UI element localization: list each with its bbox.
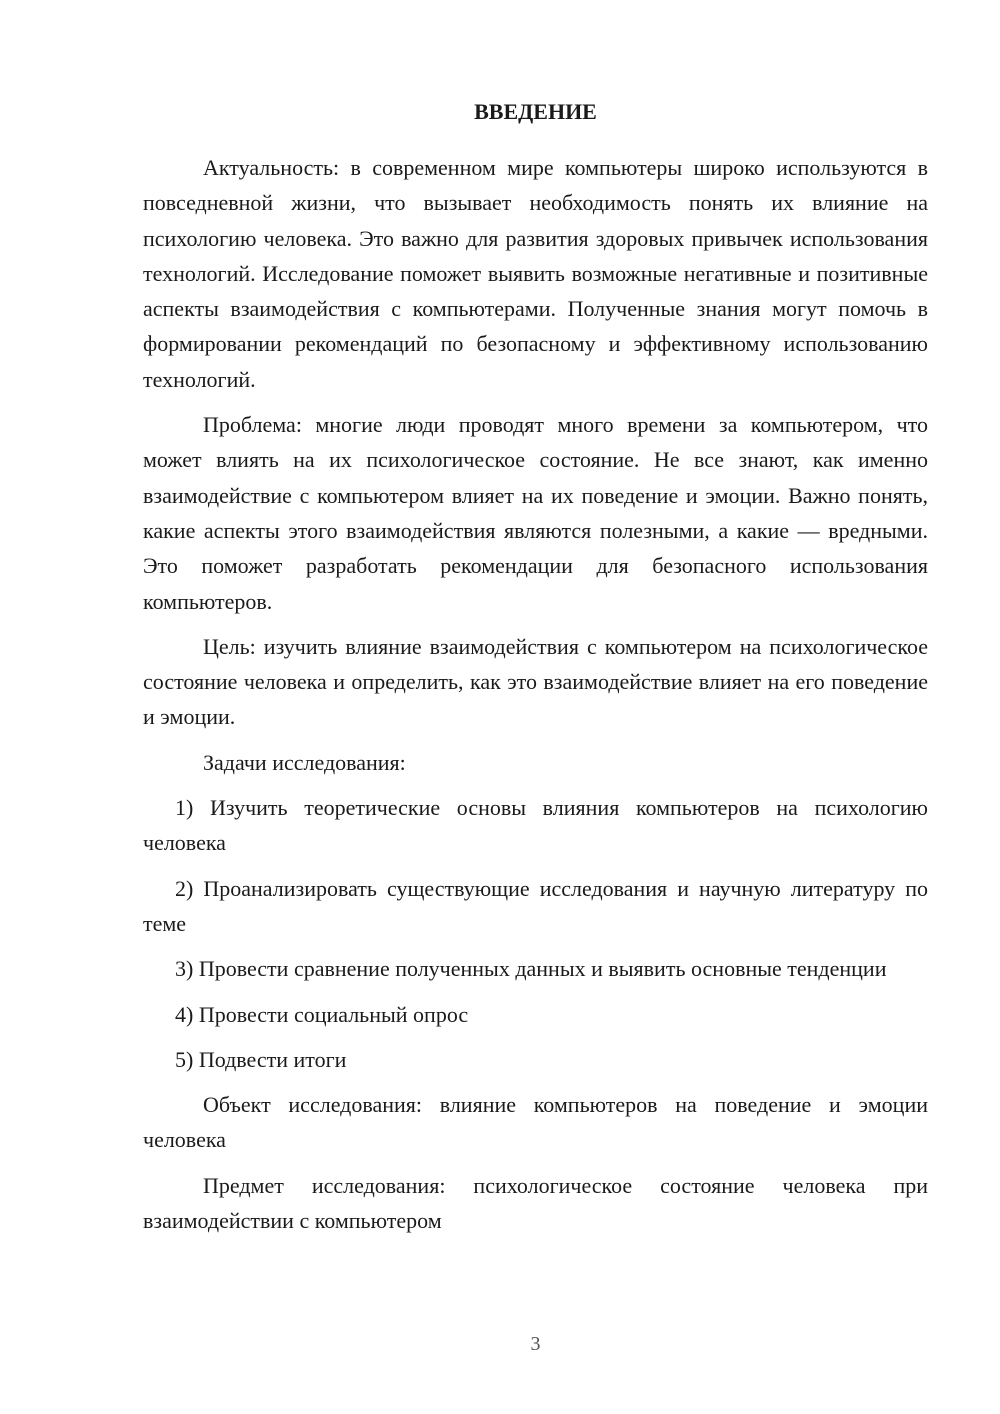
page-title: ВВЕДЕНИЕ bbox=[474, 99, 597, 124]
object-paragraph: Объект исследования: влияние компьютеров на поведение и эмоции человека bbox=[143, 1092, 928, 1153]
problem-paragraph: Проблема: многие люди проводят много времени за компьютером, что может влиять на их психологическое состояние. Не все знают, как именно взаимодействие с компьютером влияет на их поведение и эмоции. Важно понять, какие аспекты этого взаимодействия являются полезными, а какие — вредными. Это поможет разработать рекомендации для безопасного использования компьютеров. bbox=[143, 412, 928, 614]
subject-paragraph: Предмет исследования: психологическое состояние человека при взаимодействии с компьютером bbox=[143, 1172, 928, 1234]
tasks-heading: Задачи исследования: bbox=[203, 749, 406, 775]
task-item-5: 5) Подвести итоги bbox=[175, 1046, 347, 1072]
task-item-2: 2) Проанализировать существующие исследования и научную литературу по теме bbox=[143, 875, 928, 936]
page-content bbox=[143, 94, 928, 1248]
relevance-paragraph: Актуальность: в современном мире компьютеры широко используются в повседневной жизни, что вызывает необходимость понять их влияние на психологию человека. Это важно для развития здоровых привычек использования технологий. Исследование поможет выявить возможные негативные и позитивные аспекты взаимодействия с компьютерами. Полученные знания могут помочь в формировании рекомендаций по безопасному и эффективному использованию технологий. bbox=[143, 155, 928, 392]
goal-paragraph: Цель: изучить влияние взаимодействия с компьютером на психологическое состояние человека и определить, как это взаимодействие влияет на его поведение и эмоции. bbox=[143, 633, 928, 730]
task-item-3: 3) Провести сравнение полученных данных и выявить основные тенденции bbox=[175, 956, 887, 982]
page-number: 3 bbox=[530, 1333, 541, 1355]
task-item-4: 4) Провести социальный опрос bbox=[175, 1001, 469, 1027]
task-item-1: 1) Изучить теоретические основы влияния компьютеров на психологию человека bbox=[143, 795, 928, 856]
